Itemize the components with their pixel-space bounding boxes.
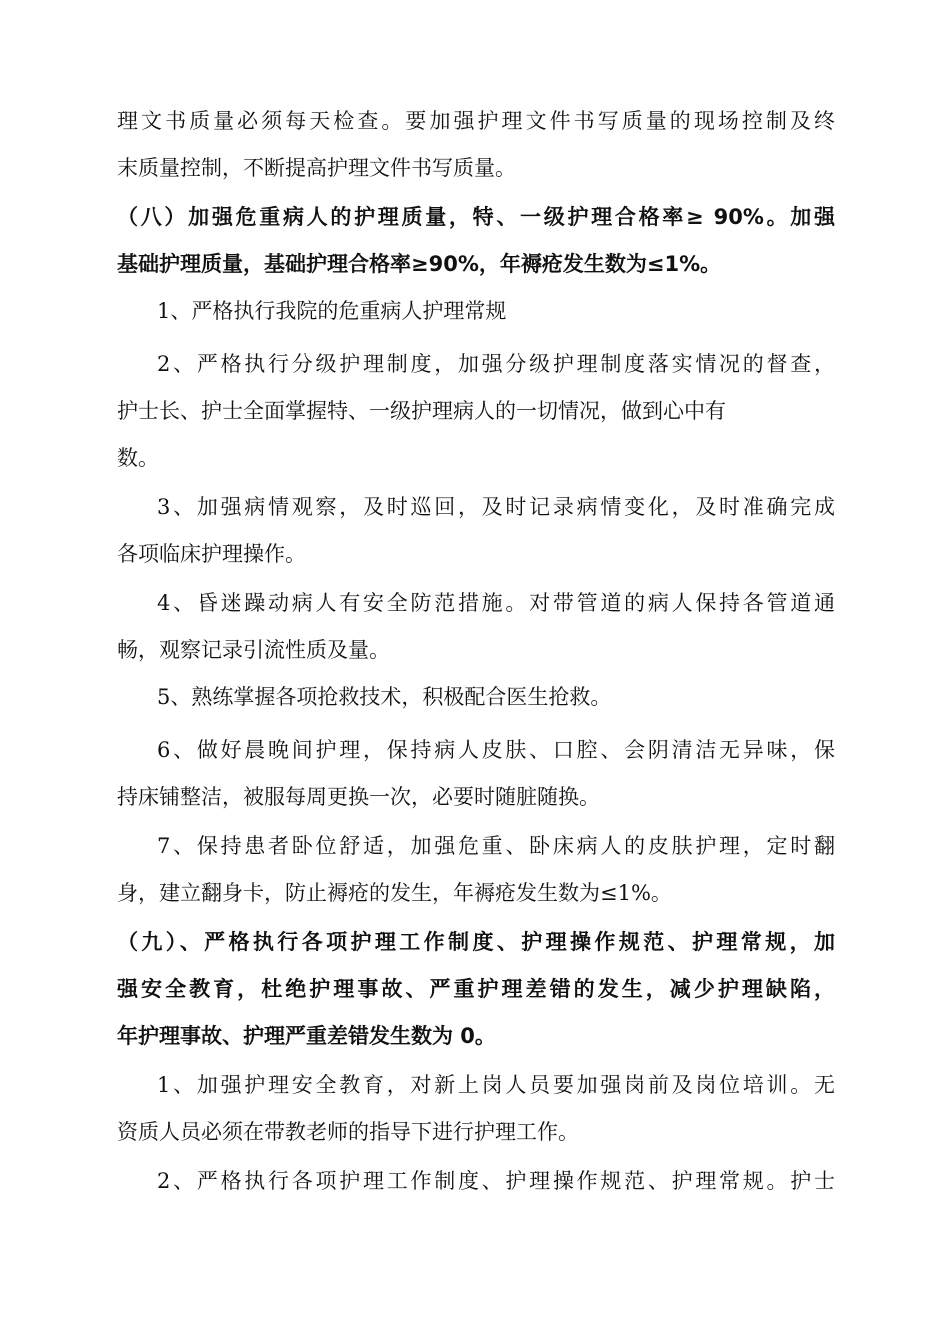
section-heading-line: 强安全教育，杜绝护理事故、严重护理差错的发生，减少护理缺陷，	[117, 977, 835, 1001]
section-heading-line: 年护理事故、护理严重差错发生数为 0。	[117, 1024, 496, 1048]
list-item-line: 5、熟练掌握各项抢救技术，积极配合医生抢救。	[157, 685, 612, 709]
paragraph-line: 护士长、护士全面掌握特、一级护理病人的一切情况，做到心中有	[117, 399, 726, 423]
list-item-line: 2、严格执行分级护理制度，加强分级护理制度落实情况的督查，	[157, 352, 835, 376]
paragraph-line: 数。	[117, 446, 159, 470]
paragraph-line: 持床铺整洁，被服每周更换一次，必要时随脏随换。	[117, 785, 600, 809]
document-body	[117, 98, 835, 1205]
list-item-line: 6、做好晨晚间护理，保持病人皮肤、口腔、会阴清洁无异味，保	[157, 738, 835, 762]
section-heading-line: 基础护理质量，基础护理合格率≥90%，年褥疮发生数为≤1%。	[117, 252, 722, 276]
list-item-line: 1、加强护理安全教育，对新上岗人员要加强岗前及岗位培训。无	[157, 1073, 835, 1097]
section-heading-line: （八）加强危重病人的护理质量，特、一级护理合格率≥ 90%。加强	[117, 205, 835, 229]
paragraph-line: 末质量控制，不断提高护理文件书写质量。	[117, 156, 516, 180]
paragraph-line: 资质人员必须在带教老师的指导下进行护理工作。	[117, 1120, 579, 1144]
list-item-line: 3、加强病情观察，及时巡回，及时记录病情变化，及时准确完成	[157, 495, 835, 519]
list-item-line: 1、严格执行我院的危重病人护理常规	[157, 299, 507, 323]
paragraph-line: 身，建立翻身卡，防止褥疮的发生，年褥疮发生数为≤1%。	[117, 881, 672, 905]
list-item-line: 7、保持患者卧位舒适，加强危重、卧床病人的皮肤护理，定时翻	[157, 834, 835, 858]
paragraph-line: 理文书质量必须每天检查。要加强护理文件书写质量的现场控制及终	[117, 109, 835, 133]
list-item-line: 4、昏迷躁动病人有安全防范措施。对带管道的病人保持各管道通	[157, 591, 835, 615]
paragraph-line: 各项临床护理操作。	[117, 542, 306, 566]
list-item-line: 2、严格执行各项护理工作制度、护理操作规范、护理常规。护士	[157, 1169, 835, 1193]
paragraph-line: 畅，观察记录引流性质及量。	[117, 638, 390, 662]
section-heading-line: （九）、严格执行各项护理工作制度、护理操作规范、护理常规，加	[117, 930, 835, 954]
